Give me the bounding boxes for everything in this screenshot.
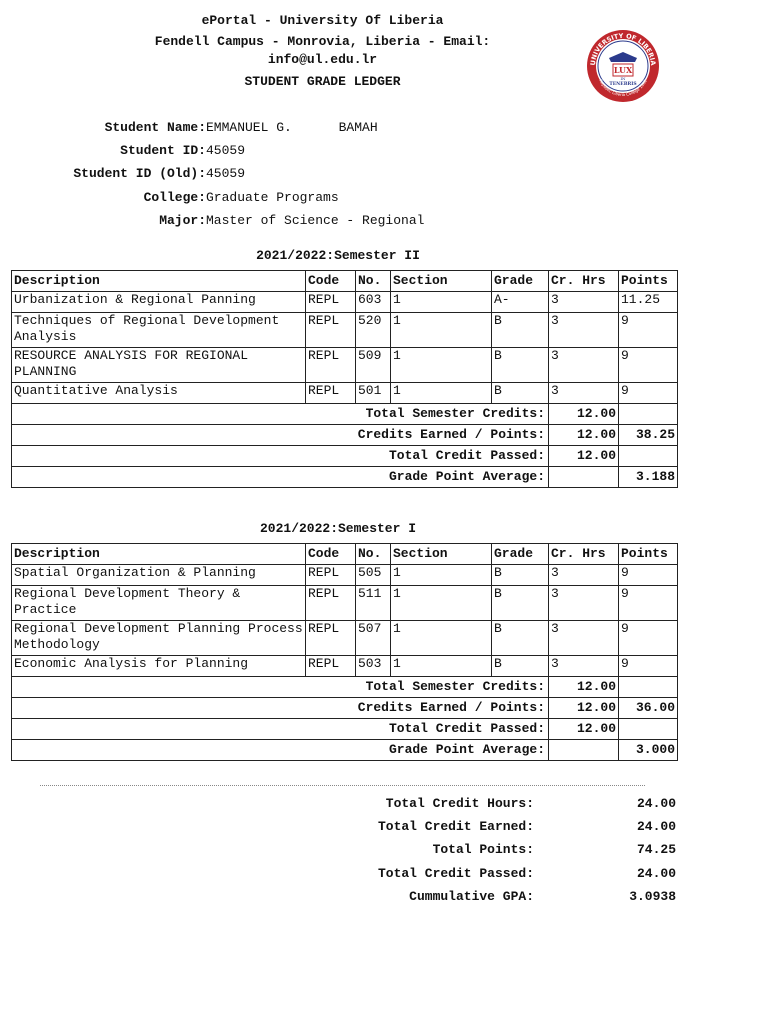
course-cell: 11.25 [619,292,678,313]
total-credits-value: 12.00 [549,677,619,698]
column-header: Points [619,544,678,565]
course-cell: REPL [306,621,356,656]
course-cell: 507 [356,621,391,656]
course-cell: B [492,656,549,677]
student-info-row [0,141,245,161]
semester-total-row [12,698,678,719]
course-cell: B [492,621,549,656]
total-points-value [619,677,678,698]
svg-text:Republic Liberia College 1862: Republic Liberia College 1862 [598,78,648,98]
svg-text:IN: IN [620,76,626,81]
total-credits-value: 12.00 [549,698,619,719]
course-cell: B [492,348,549,383]
course-cell: B [492,313,549,348]
course-cell: 501 [356,383,391,404]
course-row [12,292,678,313]
grade-table [11,543,678,761]
summary-label: Total Credit Hours: [385,796,534,811]
course-description: Quantitative Analysis [12,383,306,404]
column-header: Points [619,271,678,292]
total-points-value: 38.25 [619,425,678,446]
total-credits-value: 12.00 [549,719,619,740]
summary-value: 24.00 [636,819,676,834]
course-row [12,656,678,677]
column-header: No. [356,544,391,565]
course-cell: 9 [619,565,678,586]
course-cell: 1 [391,292,492,313]
course-cell: 3 [549,383,619,404]
column-header: Section [391,544,492,565]
info-label: Student ID (Old): [73,166,206,181]
column-header: Description [12,544,306,565]
total-credits-value: 12.00 [549,446,619,467]
summary-row [0,838,676,861]
campus-line: Fendell Campus - Monrovia, Liberia - Email: [154,34,491,49]
total-points-value [619,446,678,467]
course-cell: 505 [356,565,391,586]
course-cell: REPL [306,586,356,621]
column-header: No. [356,271,391,292]
info-value: 45059 [206,166,246,181]
course-cell: 1 [391,383,492,404]
course-cell: B [492,586,549,621]
summary-row [0,885,676,908]
course-description: Regional Development Planning Process Methodology [12,621,306,656]
course-cell: REPL [306,313,356,348]
course-cell: REPL [306,348,356,383]
info-label: Student Name: [104,120,206,135]
semester-title: 2021/2022:Semester II [256,248,420,263]
student-info-row [0,164,245,184]
total-label: Total Credit Passed: [12,446,549,467]
column-header: Code [306,544,356,565]
course-description: RESOURCE ANALYSIS FOR REGIONAL PLANNING [12,348,306,383]
semester-total-row [12,404,678,425]
course-cell: REPL [306,656,356,677]
course-row [12,621,678,656]
course-row [12,565,678,586]
course-cell: 1 [391,565,492,586]
course-cell: 3 [549,348,619,383]
course-cell: 9 [619,348,678,383]
course-cell: 603 [356,292,391,313]
info-label: Student ID: [120,143,206,158]
course-cell: 9 [619,656,678,677]
total-label: Grade Point Average: [12,740,549,761]
summary-row [0,792,676,815]
semester-total-row [12,467,678,488]
course-cell: 520 [356,313,391,348]
total-points-value [619,404,678,425]
course-cell: REPL [306,292,356,313]
course-cell: REPL [306,565,356,586]
email-line: info@ul.edu.lr [267,52,378,67]
info-label: Major: [159,213,206,228]
course-cell: 3 [549,292,619,313]
info-value: Master of Science - Regional [206,213,425,228]
summary-label: Total Credit Passed: [377,866,534,881]
svg-text:LUX: LUX [613,65,633,75]
total-label: Credits Earned / Points: [12,425,549,446]
summary-label: Cummulative GPA: [409,889,534,904]
info-value: 45059 [206,143,246,158]
summary-label: Total Points: [432,842,534,857]
portal-title: ePortal - University Of Liberia [201,13,444,28]
course-cell: REPL [306,383,356,404]
table-header-row [12,544,678,565]
table-header-row [12,271,678,292]
total-points-value: 3.188 [619,467,678,488]
divider [40,785,645,786]
course-cell: 3 [549,586,619,621]
course-cell: 1 [391,621,492,656]
total-points-value: 36.00 [619,698,678,719]
info-label: College: [143,190,206,205]
column-header: Grade [492,271,549,292]
total-points-value [619,719,678,740]
total-credits-value [549,740,619,761]
student-info-row [0,118,378,138]
course-row [12,348,678,383]
summary-value: 24.00 [636,866,676,881]
course-cell: 503 [356,656,391,677]
course-cell: 9 [619,586,678,621]
summary-row [0,862,676,885]
course-cell: 9 [619,621,678,656]
university-seal-logo [585,28,661,104]
course-cell: 1 [391,586,492,621]
summary-value: 24.00 [636,796,676,811]
total-credits-value: 12.00 [549,404,619,425]
course-cell: 511 [356,586,391,621]
course-cell: 1 [391,313,492,348]
summary-row [0,815,676,838]
semester-total-row [12,425,678,446]
column-header: Cr. Hrs [549,544,619,565]
summary-value: 74.25 [636,842,676,857]
semester-total-row [12,740,678,761]
info-value: EMMANUEL G. BAMAH [206,120,378,135]
svg-text:UNIVERSITY OF LIBERIA: UNIVERSITY OF LIBERIA [588,31,658,66]
course-row [12,586,678,621]
total-credits-value: 12.00 [549,425,619,446]
course-row [12,313,678,348]
grade-table [11,270,678,488]
column-header: Section [391,271,492,292]
total-label: Credits Earned / Points: [12,698,549,719]
student-info-row [0,188,339,208]
course-description: Urbanization & Regional Panning [12,292,306,313]
total-label: Grade Point Average: [12,467,549,488]
column-header: Code [306,271,356,292]
course-row [12,383,678,404]
course-description: Economic Analysis for Planning [12,656,306,677]
course-cell: 509 [356,348,391,383]
course-cell: 9 [619,313,678,348]
course-description: Spatial Organization & Planning [12,565,306,586]
column-header: Description [12,271,306,292]
semester-total-row [12,719,678,740]
summary-value: 3.0938 [629,889,676,904]
course-cell: 3 [549,621,619,656]
course-cell: 9 [619,383,678,404]
course-cell: 1 [391,656,492,677]
course-cell: B [492,383,549,404]
course-cell: B [492,565,549,586]
total-label: Total Semester Credits: [12,404,549,425]
total-label: Total Credit Passed: [12,719,549,740]
course-description: Regional Development Theory & Practice [12,586,306,621]
column-header: Grade [492,544,549,565]
semester-title: 2021/2022:Semester I [259,521,417,536]
total-label: Total Semester Credits: [12,677,549,698]
course-cell: 3 [549,313,619,348]
semester-total-row [12,446,678,467]
total-points-value: 3.000 [619,740,678,761]
course-cell: 1 [391,348,492,383]
ledger-title: STUDENT GRADE LEDGER [244,74,401,89]
total-credits-value [549,467,619,488]
semester-total-row [12,677,678,698]
svg-text:TENEBRIS: TENEBRIS [609,82,637,87]
column-header: Cr. Hrs [549,271,619,292]
course-cell: 3 [549,565,619,586]
info-value: Graduate Programs [206,190,339,205]
course-cell: A- [492,292,549,313]
summary-label: Total Credit Earned: [377,819,534,834]
course-cell: 3 [549,656,619,677]
course-description: Techniques of Regional Development Analysis [12,313,306,348]
student-info-row [0,211,424,231]
